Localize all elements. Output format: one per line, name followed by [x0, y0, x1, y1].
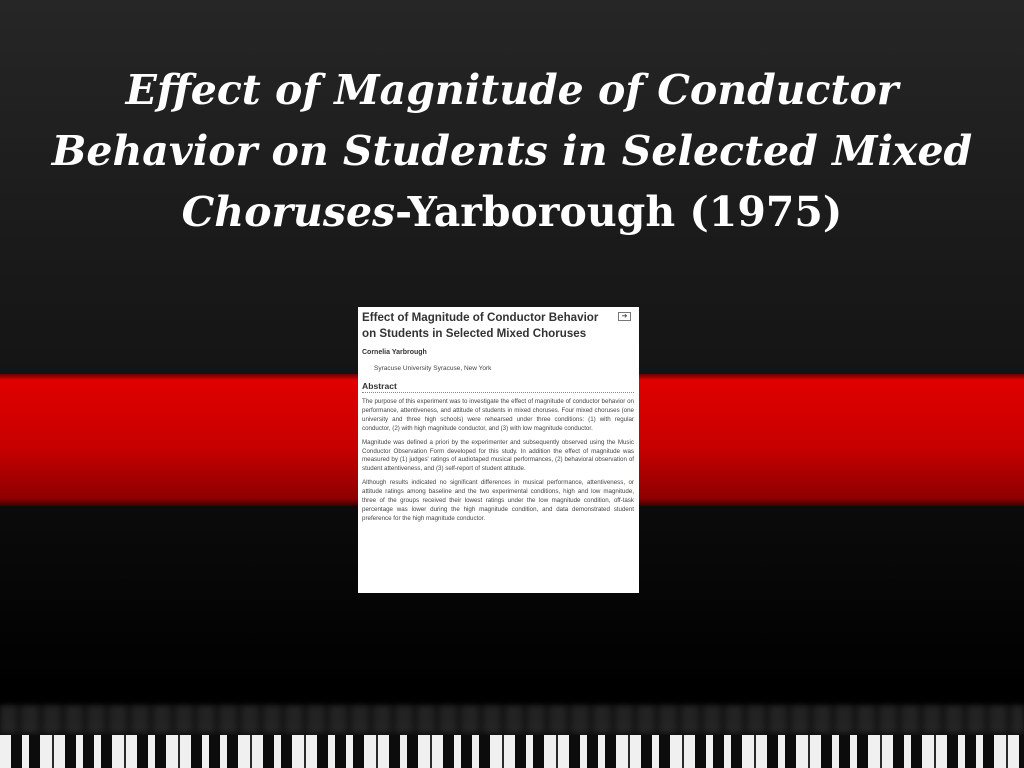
article-author: Cornelia Yarbrough [362, 349, 427, 356]
arrow-icon: ➔ [618, 312, 631, 321]
article-affiliation: Syracuse University Syracuse, New York [374, 365, 492, 372]
piano-keys-reflection [0, 705, 1024, 733]
slide-title-suffix: -Yarborough (1975) [395, 188, 843, 236]
abstract-heading: Abstract [362, 381, 634, 393]
article-title: Effect of Magnitude of Conductor Behavior on Students in Selected Mixed Choruses [362, 311, 599, 340]
abstract-paragraph-1: The purpose of this experiment was to investigate the effect of magnitude of conductor behavior on performance, attentiveness, and attitude of students in mixed choruses. Four mixed choruses (one university and three high schools) were rehearsed under three conditions: (1) with regular conductor, (2) with high magnitude conductor, and (3) with low magnitude conductor. [362, 398, 634, 432]
slide-title-italic: Effect of Magnitude of Conductor Behavior on Students in Selected Mixed Choruses [51, 66, 973, 236]
article-screenshot [358, 307, 639, 593]
abstract-paragraph-3: Although results indicated no significant differences in musical performance, attentiveness, or attitude ratings among baseline and the two experimental conditions, high and low magnitude, three of the groups received their lowest ratings under the low magnitude condition, off-task percentage was lower during the high magnitude condition, and data demonstrated student preference for the high magnitude conductor. [362, 479, 634, 522]
slide-title [40, 60, 984, 243]
piano-black-keys [0, 735, 1024, 768]
piano-keys-decoration [0, 705, 1024, 768]
abstract-paragraph-2: Magnitude was defined a priori by the experimenter and subsequently observed using the Music Conductor Observation Form developed for this study. In addition the effect of magnitude was measured by (1) judges' ratings of audiotaped musical performances, (2) behavioral observation of student attentiveness, and (3) self-report of student attitude. [362, 438, 634, 473]
